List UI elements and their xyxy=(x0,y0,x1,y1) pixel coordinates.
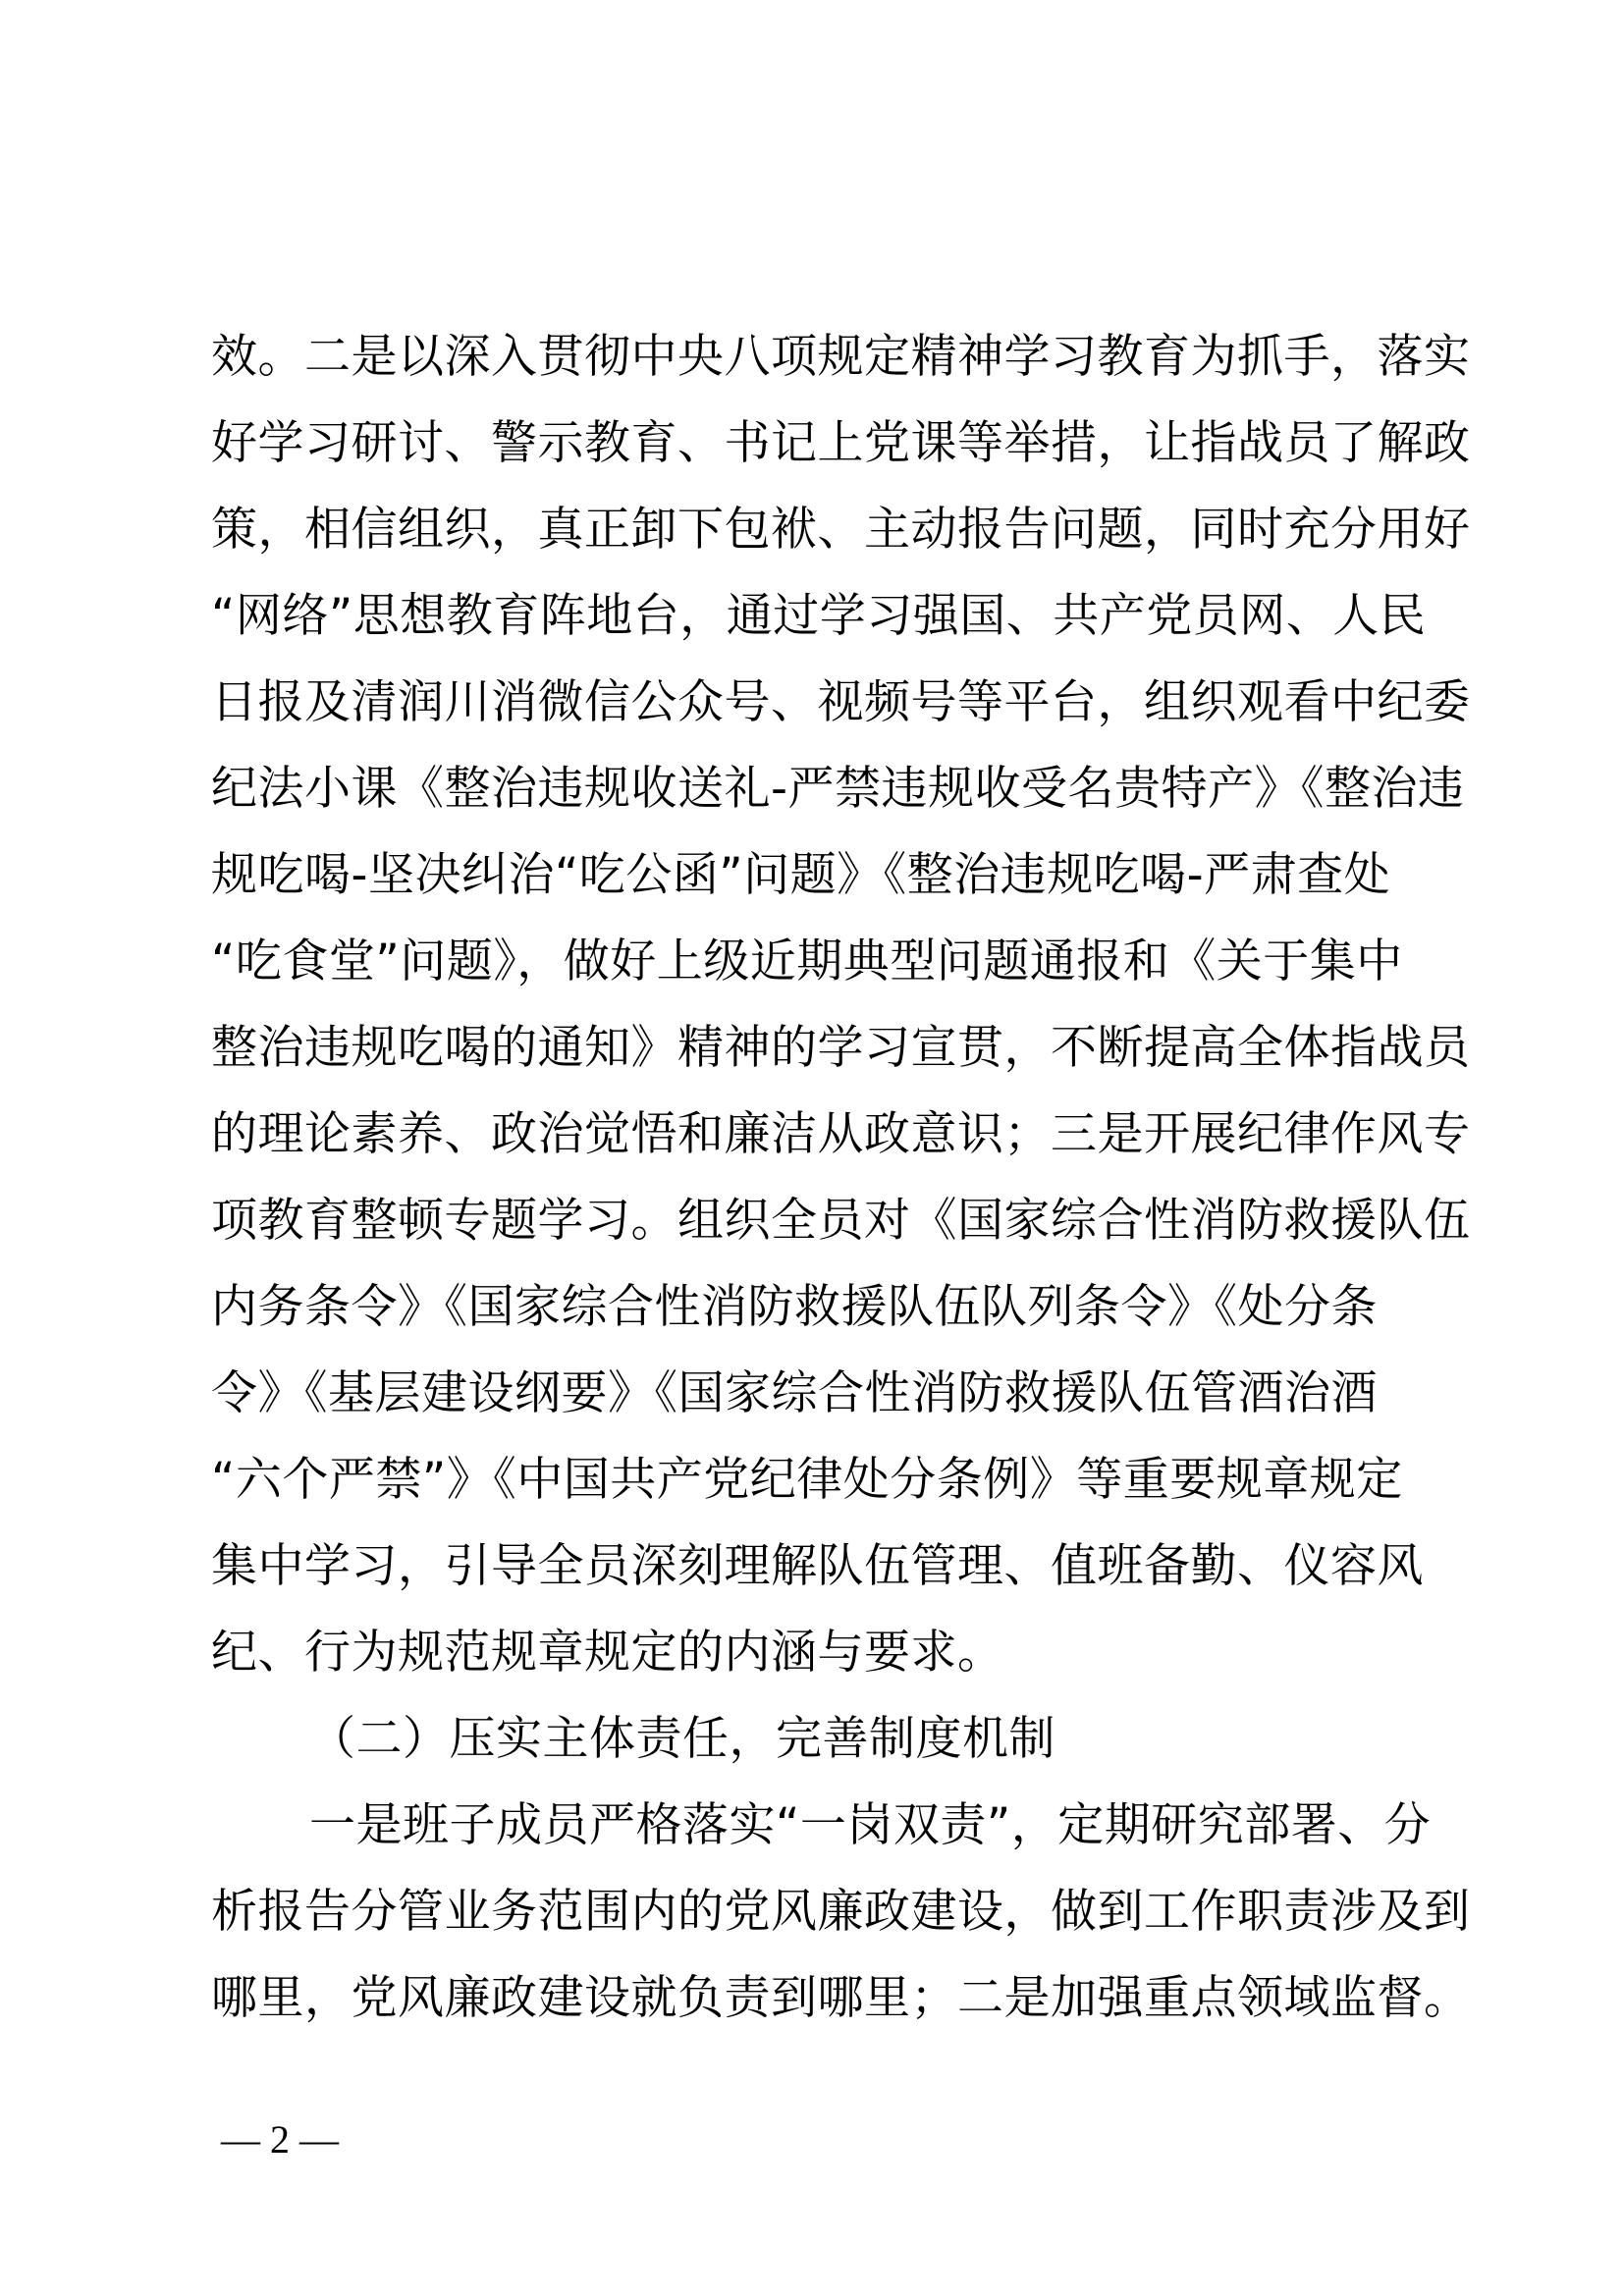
paragraph-line: 日报及清润川消微信公众号、视频号等平台，组织观看中纪委 xyxy=(211,675,1471,729)
document-body xyxy=(211,314,1471,2042)
page-number: — 2 — xyxy=(221,2117,339,2162)
paragraph-line: 效。二是以深入贯彻中央八项规定精神学习教育为抓手，落实 xyxy=(211,330,1471,384)
paragraph-line: 好学习研讨、警示教育、书记上党课等举措，让指战员了解政 xyxy=(211,416,1471,470)
paragraph-line: 内务条令》《国家综合性消防救援队伍队列条令》《处分条 xyxy=(211,1280,1378,1334)
paragraph-line: 纪、行为规范规章规定的内涵与要求。 xyxy=(211,1626,1004,1680)
paragraph-line: 令》《基层建设纲要》《国家综合性消防救援队伍管酒治酒 xyxy=(211,1366,1378,1420)
paragraph-line: “吃食堂”问题》，做好上级近期典型问题通报和《关于集中 xyxy=(211,934,1403,988)
section-heading: （二）压实主体责任，完善制度机制 xyxy=(309,1712,1055,1766)
paragraph-line: 策，相信组织，真正卸下包袱、主动报告问题，同时充分用好 xyxy=(211,503,1471,557)
paragraph-line: 析报告分管业务范围内的党风廉政建设，做到工作职责涉及到 xyxy=(211,1885,1471,1939)
paragraph-line: 集中学习，引导全员深刻理解队伍管理、值班备勤、仪容风 xyxy=(211,1539,1424,1593)
paragraph-line: “六个严禁”》《中国共产党纪律处分条例》等重要规章规定 xyxy=(211,1453,1403,1507)
paragraph-line: 一是班子成员严格落实“一岗双责”，定期研究部署、分 xyxy=(309,1798,1432,1852)
paragraph-line: 项教育整顿专题学习。组织全员对《国家综合性消防救援队伍 xyxy=(211,1194,1471,1248)
paragraph-line: “网络”思想教育阵地台，通过学习强国、共产党员网、人民 xyxy=(211,589,1427,643)
paragraph-line: 的理论素养、政治觉悟和廉洁从政意识；三是开展纪律作风专 xyxy=(211,1107,1471,1161)
paragraph-line: 整治违规吃喝的通知》精神的学习宣贯，不断提高全体指战员 xyxy=(211,1021,1471,1075)
paragraph-line: 纪法小课《整治违规收送礼-严禁违规收受名贵特产》《整治违 xyxy=(211,762,1465,816)
paragraph-line: 规吃喝-坚决纠治“吃公函”问题》《整治违规吃喝-严肃查处 xyxy=(211,848,1391,902)
paragraph-line: 哪里，党风廉政建设就负责到哪里；二是加强重点领域监督。 xyxy=(211,1971,1471,2025)
